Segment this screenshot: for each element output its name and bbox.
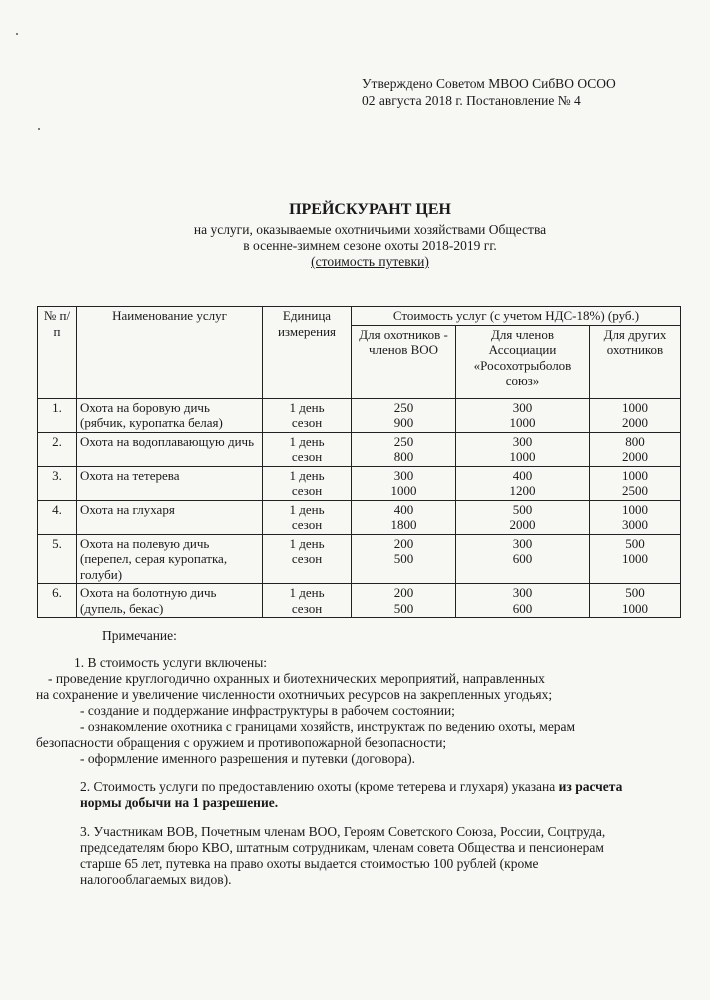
row-num: 5. [38, 534, 77, 584]
row-num: 2. [38, 432, 77, 466]
row-unit-day: 1 день [289, 585, 325, 600]
note-1-title: 1. В стоимость услуги включены: [74, 655, 268, 670]
price-assoc-day: 300 [512, 433, 533, 449]
price-other-season: 3000 [622, 517, 648, 532]
table-row [38, 584, 681, 618]
approval-line-1: Утверждено Советом МВОО СибВО ОСОО [362, 76, 616, 91]
note-3-line-3: старше 65 лет, путевка на право охоты выдается стоимостью 100 рублей (кроме [80, 856, 539, 871]
note-2-bold-1: из расчета [558, 779, 623, 794]
price-other-day: 1000 [622, 467, 648, 483]
title-line-3: (стоимость путевки) [311, 254, 429, 269]
note-2-text: 2. Стоимость услуги по предоставлению охоты (кроме тетерева и глухаря) указана [80, 779, 559, 794]
row-unit-season: сезон [291, 600, 323, 616]
note-1-bullet-4: - оформление именного разрешения и путевки (договора). [80, 751, 415, 766]
table-row [38, 466, 681, 500]
header-col2: Для членов Ассоциации «Росохотрыболов союз» [456, 325, 590, 398]
price-voo-day: 300 [393, 467, 414, 483]
row-unit-day: 1 день [289, 433, 325, 449]
price-voo-day: 250 [393, 399, 414, 415]
table-row [38, 500, 681, 534]
note-3-line-1: 3. Участникам ВОВ, Почетным членам ВОО, Героям Советского Союза, России, Соцтруда, [80, 824, 606, 839]
row-unit-season: сезон [291, 415, 323, 430]
price-assoc-day: 500 [512, 501, 533, 517]
header-col3: Для других охотников [590, 325, 681, 398]
price-assoc-season: 600 [512, 600, 533, 616]
price-other-season: 1000 [622, 551, 648, 566]
header-cost: Стоимость услуг (с учетом НДС-18%) (руб.) [352, 307, 681, 326]
row-unit-season: сезон [291, 483, 323, 498]
row-num: 4. [38, 500, 77, 534]
row-name: Охота на полевую дичь (перепел, серая куропатка, голуби) [77, 534, 263, 584]
price-assoc-season: 2000 [509, 517, 536, 532]
title-main: ПРЕЙСКУРАНТ ЦЕН [289, 201, 451, 218]
title-line-2: в осенне-зимнем сезоне охоты 2018-2019 гг. [243, 238, 497, 253]
row-unit-season: сезон [291, 551, 323, 566]
scan-speck [16, 33, 18, 35]
price-assoc-day: 300 [512, 585, 533, 600]
note-1-bullet-1a: - проведение круглогодично охранных и биотехнических мероприятий, направленных [48, 671, 545, 686]
table-header-row [38, 307, 681, 326]
price-table [37, 306, 681, 618]
title-line-1: на услуги, оказываемые охотничьими хозяйствами Общества [193, 222, 547, 237]
header-col1: Для охотников - членов ВОО [352, 325, 456, 398]
price-assoc-day: 400 [512, 467, 533, 483]
notes-section [36, 628, 661, 888]
price-voo-day: 200 [393, 585, 414, 600]
row-num: 1. [38, 398, 77, 432]
header-name: Наименование услуг [77, 307, 263, 399]
price-assoc-season: 1000 [509, 449, 536, 464]
row-name: Охота на тетерева [77, 466, 263, 500]
row-num: 6. [38, 584, 77, 618]
price-assoc-day: 300 [512, 399, 533, 415]
note-1-bullet-2: - создание и поддержание инфраструктуры в рабочем состоянии; [80, 703, 455, 718]
price-voo-day: 200 [393, 535, 414, 551]
price-voo-day: 250 [393, 433, 414, 449]
note-2-bold-2: нормы добычи на 1 разрешение. [80, 795, 279, 810]
row-name: Охота на глухаря [77, 500, 263, 534]
row-name: Охота на болотную дичь (дупель, бекас) [77, 584, 263, 618]
row-unit-season: сезон [291, 449, 323, 464]
price-other-day: 500 [625, 535, 645, 551]
approval-line-2: 02 августа 2018 г. Постановление № 4 [362, 93, 581, 108]
price-voo-season: 1800 [390, 517, 417, 532]
price-assoc-season: 600 [512, 551, 533, 566]
note-1-bullet-1b: на сохранение и увеличение численности охотничьих ресурсов на закрепленных угодьях; [36, 687, 553, 702]
row-name: Охота на водоплавающую дичь [77, 432, 263, 466]
header-unit: Единица измерения [263, 307, 352, 399]
row-unit-season: сезон [291, 517, 323, 532]
approval-stamp [362, 75, 616, 109]
row-name: Охота на боровую дичь (рябчик, куропатка белая) [77, 398, 263, 432]
price-voo-season: 800 [393, 449, 414, 464]
row-num: 3. [38, 466, 77, 500]
price-voo-day: 400 [393, 501, 414, 517]
row-unit-day: 1 день [289, 399, 325, 415]
price-assoc-day: 300 [512, 535, 533, 551]
price-other-season: 2000 [622, 415, 648, 430]
note-3-line-2: председателям бюро КВО, штатным сотрудникам, членам совета Общества и пенсионерам [80, 840, 604, 855]
row-unit-day: 1 день [289, 467, 325, 483]
price-other-day: 500 [625, 585, 645, 600]
table-row [38, 432, 681, 466]
price-voo-season: 500 [393, 551, 414, 566]
row-unit-day: 1 день [289, 535, 325, 551]
price-voo-season: 500 [393, 600, 414, 616]
price-other-day: 1000 [622, 501, 648, 517]
notes-title: Примечание: [102, 628, 177, 643]
row-unit-day: 1 день [289, 501, 325, 517]
table-row [38, 534, 681, 584]
price-other-day: 1000 [622, 399, 648, 415]
price-assoc-season: 1000 [509, 415, 536, 430]
price-assoc-season: 1200 [509, 483, 536, 498]
note-1-bullet-3a: - ознакомление охотника с границами хозяйств, инструктаж по ведению охоты, мерам [80, 719, 576, 734]
price-other-season: 1000 [622, 600, 648, 616]
price-other-season: 2500 [622, 483, 648, 498]
scan-speck [38, 128, 40, 130]
price-voo-season: 1000 [390, 483, 417, 498]
document-title [150, 200, 590, 270]
price-voo-season: 900 [393, 415, 414, 430]
note-3-line-4: налогооблагаемых видов). [80, 872, 232, 887]
price-other-day: 800 [625, 433, 645, 449]
header-num: № п/п [38, 307, 77, 399]
note-1-bullet-3b: безопасности обращения с оружием и противопожарной безопасности; [36, 735, 447, 750]
table-row [38, 398, 681, 432]
price-other-season: 2000 [622, 449, 648, 464]
